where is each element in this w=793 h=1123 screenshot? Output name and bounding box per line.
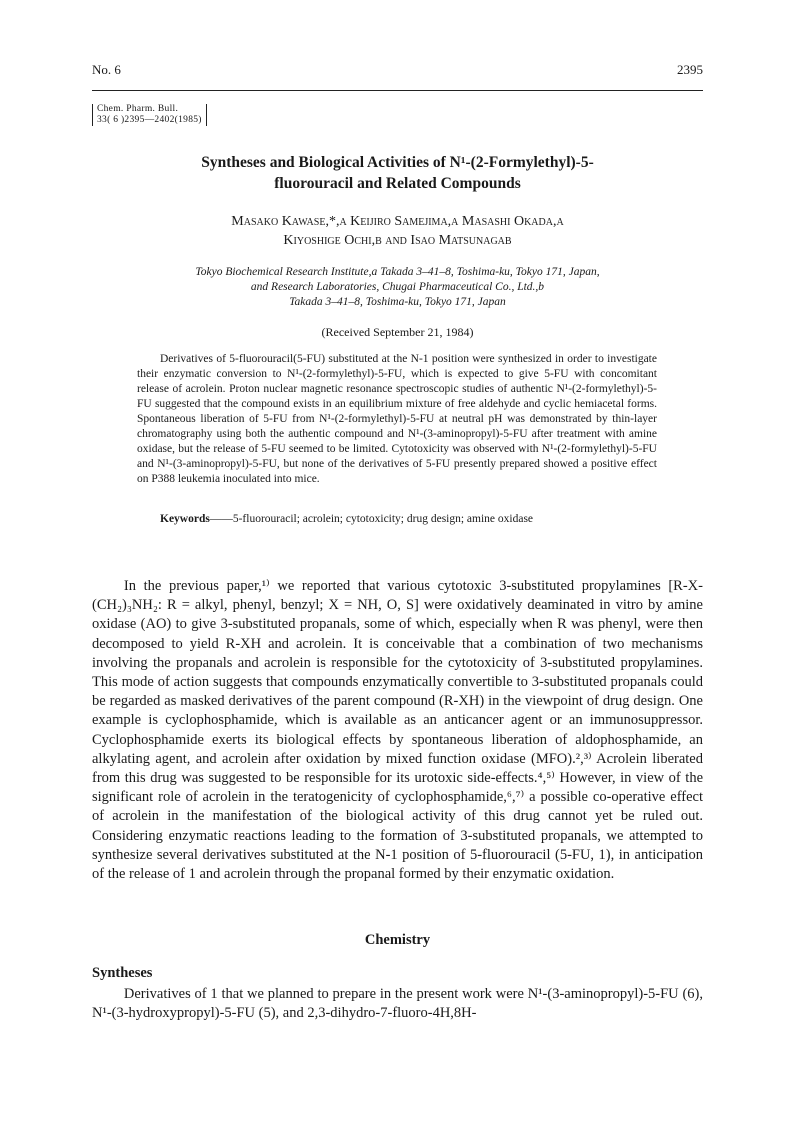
received-date: (Received September 21, 1984) — [321, 325, 474, 339]
keywords — [160, 513, 533, 525]
affiliation-line-1: Tokyo Biochemical Research Institute,a Takada 3–41–8, Toshima-ku, Tokyo 171, Japan, — [195, 266, 600, 278]
section-heading-chemistry: Chemistry — [364, 932, 431, 948]
affiliation-line-3: Takada 3–41–8, Toshima-ku, Tokyo 171, Japan — [289, 296, 506, 308]
syntheses-paragraph: Derivatives of 1 that we planned to prepare in the present work were N¹-(3-aminopropyl)-5-FU (6), N¹-(3-hydroxypropyl)-5-FU (5), and 2,3-dihydro-7-fluoro-4H,8H- — [92, 986, 703, 1022]
authors-line-1: Masako Kawase,*,a Keijiro Samejima,a Masashi Okada,a — [231, 214, 564, 229]
page-number: 2395 — [677, 62, 703, 77]
article-title — [92, 152, 703, 194]
citation-volume: 33( 6 )2395—2402(1985) — [97, 115, 202, 125]
title-line-1: Syntheses and Biological Activities of N¹-(2-Formylethyl)-5- — [201, 154, 594, 171]
keywords-text: ——5-fluorouracil; acrolein; cytotoxicity; drug design; amine oxidase — [209, 513, 534, 525]
header-rule — [92, 90, 703, 91]
journal-citation — [92, 104, 207, 126]
authors-line-2: Kiyoshige Ochi,b and Isao Matsunagab — [283, 233, 512, 248]
affiliation-line-2: and Research Laboratories, Chugai Pharmaceutical Co., Ltd.,b — [250, 281, 545, 293]
intro-paragraph: In the previous paper,¹⁾ we reported that various cytotoxic 3-substituted propylamines [R-X-(CH₂)₃NH₂: R = alkyl, phenyl, benzyl; X = NH, O, S] were oxidatively deaminated in vitro by amine oxidase (AO) to give 3-substituted propanals, some of which, especially when R was phenyl, were then decomposed to yield R-XH and acrolein. It is conceivable that a combination of two mechanisms involving the propanals and acrolein is responsible for the cytotoxicity of 3-substituted propylamines. This mode of action suggests that compounds enzymatically convertible to 3-substituted propanals could be regarded as masked derivatives of the parent compound (R-XH) in the viewpoint of drug design. One example is cyclophosphamide, which is available as an anticancer agent or an immunosuppressor. Cyclophosphamide exerts its biological effects by spontaneous liberation of aldophosphamide, an alkylating agent, and acrolein after oxidation by mixed function oxidase (MFO).²,³⁾ Acrolein liberated from this drug was suggested to be responsible for its urotoxic side-effects.⁴,⁵⁾ However, in view of the significant role of acrolein in the teratogenicity of cyclophosphamide,⁶,⁷⁾ a possible co-operative effect of acrolein in the manifestation of the biological activity of this drug cannot yet be ruled out. Considering enzymatic reactions leading to the formation of 3-substituted propanals, we attempted to synthesize several derivatives substituted at the N-1 position of 5-fluorouracil (5-FU, 1), in anticipation of the release of 1 and acrolein through the propanal formed by their enzymatic oxidation. — [92, 578, 703, 883]
keywords-label: Keywords — [160, 513, 210, 525]
abstract: Derivatives of 5-fluorouracil(5-FU) substituted at the N-1 position were synthesized in order to investigate their enzymatic conversion to N¹-(2-formylethyl)-5-FU, which is expected to give 5-FU with concomitant release of acrolein. Proton nuclear magnetic resonance spectroscopic studies of authentic N¹-(2-formylethyl)-5-FU suggested that the compound exists in an equilibrium mixture of free aldehyde and cyclic hemiacetal forms. Spontaneous liberation of 5-FU from N¹-(2-formylethyl)-5-FU at neutral pH was demonstrated by thin-layer chromatography using both the authentic compound and N¹-(3-aminopropyl)-5-FU after treatment with amine oxidase, but the release of 5-FU seemed to be limited. Cytotoxicity was observed with N¹-(2-formylethyl)-5-FU and N¹-(3-aminopropyl)-5-FU, but none of the derivatives of 5-FU presently prepared showed a positive effect on P388 leukemia inoculated into mice. — [137, 353, 657, 485]
citation-journal: Chem. Pharm. Bull. — [97, 104, 179, 114]
title-line-2: fluorouracil and Related Compounds — [274, 175, 521, 192]
issue-number: No. 6 — [92, 62, 121, 77]
author-list — [92, 212, 703, 250]
affiliations — [92, 265, 703, 310]
subsection-heading-syntheses: Syntheses — [92, 965, 153, 981]
